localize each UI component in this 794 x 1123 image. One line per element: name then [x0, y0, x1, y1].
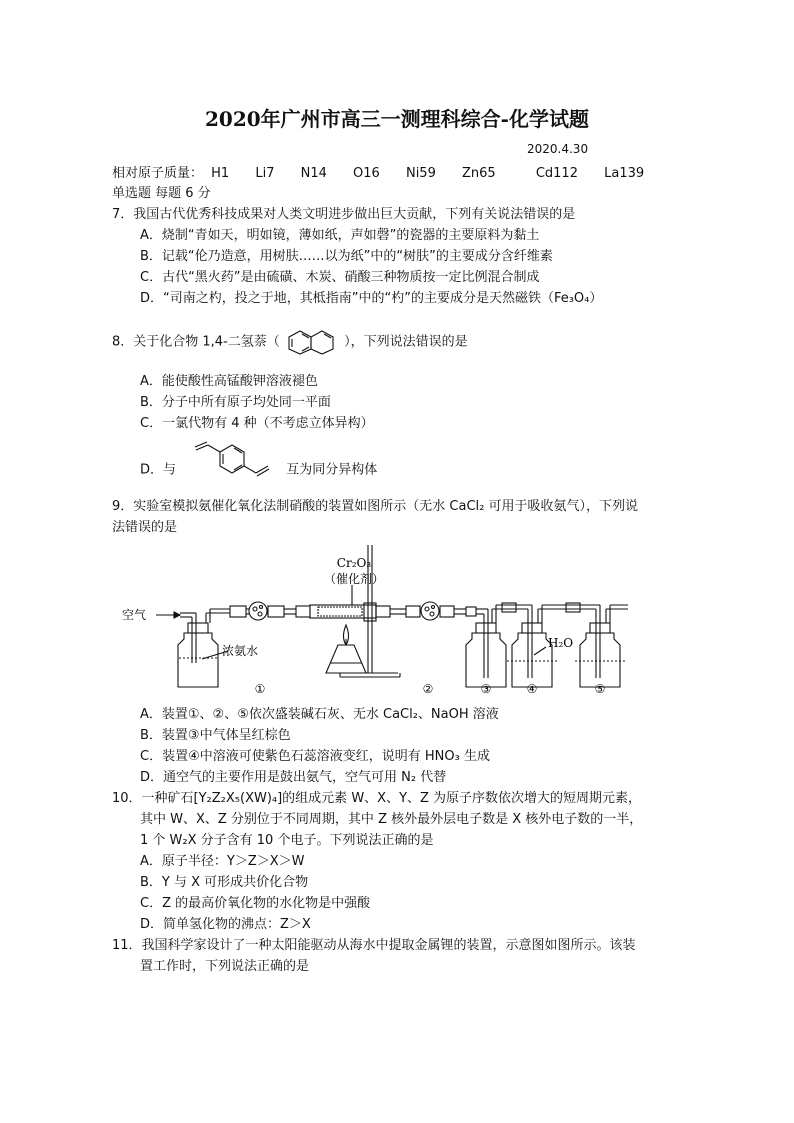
question-9-option-a: A．装置①、②、⑤依次盛装碱石灰、无水 CaCl₂、NaOH 溶液: [140, 707, 499, 722]
question-8-option-d-after: 互为同分异构体: [286, 462, 378, 478]
apparatus-number-1: ①: [254, 682, 266, 696]
apparatus-number-4: ④: [526, 682, 538, 696]
question-7-option-b: B．记载“伦乃造意，用树肤……以为纸”中的“树肤”的主要成分含纤维素: [140, 249, 553, 264]
question-8-option-d-before: D．与: [140, 462, 177, 478]
dihydronaphthalene-structure-icon: [284, 328, 340, 356]
question-9-stem-line2: 法错误的是: [112, 520, 178, 535]
atomic-mass-item: O16: [353, 166, 380, 181]
ammonia-label: 浓氨水: [222, 644, 259, 658]
question-7-option-c: C．古代“黑火药”是由硫磺、木炭、硝酸三种物质按一定比例混合制成: [140, 270, 540, 285]
catalyst-label: （催化剂）: [323, 572, 385, 586]
atomic-mass-item: H1: [211, 166, 230, 181]
atomic-mass-item: Ni59: [405, 166, 436, 181]
question-9-stem-line1: 9．实验室模拟氨催化氧化法制硝酸的装置如图所示（无水 CaCl₂ 可用于吸收氨气），下列说: [112, 499, 638, 514]
question-10-option-d: D．简单氢化物的沸点：Z＞X: [140, 917, 311, 932]
question-8-stem: [112, 328, 468, 356]
water-label: H₂O: [548, 636, 574, 650]
question-10-stem-line2: 其中 W、X、Z 分别位于不同周期，其中 Z 核外最外层电子数是 X 核外电子数的一半，: [140, 812, 643, 827]
question-8-stem-after: ），下列说法错误的是: [344, 334, 468, 350]
question-7-option-d: D．“司南之杓，投之于地，其柢指南”中的“杓”的主要成分是天然磁铁（Fe₃O₄）: [140, 291, 603, 306]
question-11-stem-line2: 置工作时，下列说法正确的是: [140, 959, 310, 974]
exam-date: 2020.4.30: [527, 142, 589, 156]
question-8-stem-before: 8．关于化合物 1,4-二氢萘（: [112, 334, 280, 350]
question-8-option-a: A．能使酸性高锰酸钾溶液褪色: [140, 374, 318, 389]
section-heading: 单选题 每题 6 分: [112, 186, 211, 201]
page-title: 2020年广州市高三一测理科综合-化学试题: [205, 107, 589, 131]
question-11-stem-line1: 11．我国科学家设计了一种太阳能驱动从海水中提取金属锂的装置，示意图如图所示。该装: [112, 938, 636, 953]
air-label: 空气: [122, 608, 147, 622]
question-10-option-c: C．Z 的最高价氧化物的水化物是中强酸: [140, 896, 371, 911]
divinylbenzene-structure-icon: [186, 441, 278, 487]
question-9-option-b: B．装置③中气体呈红棕色: [140, 728, 291, 743]
question-7-stem: 7．我国古代优秀科技成果对人类文明进步做出巨大贡献，下列有关说法错误的是: [112, 207, 576, 222]
atomic-mass-item: Li7: [255, 166, 275, 181]
question-8-option-b: B．分子中所有原子均处同一平面: [140, 395, 331, 410]
atomic-mass-item: La139: [604, 166, 645, 181]
atomic-mass-item: N14: [300, 166, 327, 181]
question-10-option-b: B．Y 与 X 可形成共价化合物: [140, 875, 309, 890]
question-8-option-c: C．一氯代物有 4 种（不考虑立体异构）: [140, 416, 374, 431]
apparatus-number-3: ③: [480, 682, 492, 696]
apparatus-number-5: ⑤: [594, 682, 606, 696]
question-7-option-a: A．烧制“青如天，明如镜，薄如纸，声如磬”的瓷器的主要原料为黏土: [140, 228, 540, 243]
apparatus-diagram: [118, 543, 648, 698]
apparatus-number-2: ②: [422, 682, 434, 696]
atomic-mass-line: [112, 162, 666, 181]
question-9-option-c: C．装置④中溶液可使紫色石蕊溶液变红，说明有 HNO₃ 生成: [140, 749, 490, 764]
question-10-stem-line1: 10．一种矿石[Y₂Z₂X₅(XW)₄]的组成元素 W、X、Y、Z 为原子序数依次增大的短周期元素，: [112, 791, 642, 806]
atomic-mass-item: Cd112: [535, 166, 578, 181]
question-10-option-a: A．原子半径：Y＞Z＞X＞W: [140, 854, 305, 869]
question-8-option-d: [140, 453, 377, 487]
atomic-mass-item: Zn65: [462, 166, 496, 181]
question-10-stem-line3: 1 个 W₂X 分子含有 10 个电子。下列说法正确的是: [140, 833, 434, 848]
catalyst-formula-label: Cr₂O₃: [336, 556, 372, 570]
atomic-mass-label: 相对原子质量：: [112, 166, 204, 181]
question-9-option-d: D．通空气的主要作用是鼓出氨气，空气可用 N₂ 代替: [140, 770, 447, 785]
